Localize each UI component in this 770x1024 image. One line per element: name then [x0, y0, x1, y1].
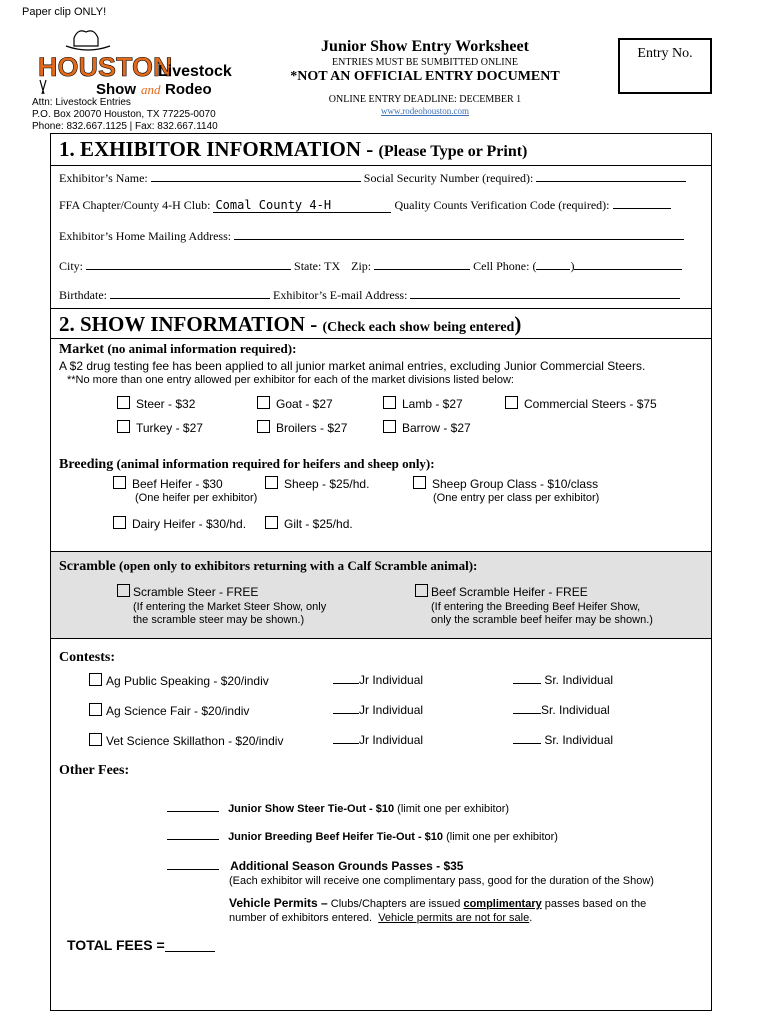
section1-title — [59, 137, 527, 162]
turkey-checkbox[interactable] — [117, 420, 130, 433]
science-fair-sr-label: Sr. Individual — [541, 703, 610, 717]
passes-field[interactable] — [167, 869, 219, 870]
logo-houston: HOUSTON — [38, 52, 173, 82]
scramble-header — [59, 558, 477, 575]
scramble-heifer-note-2: only the scramble beef heifer may be shown.) — [431, 614, 653, 626]
public-speaking-sr[interactable] — [513, 673, 613, 687]
vet-science-checkbox[interactable] — [89, 733, 102, 746]
steer-tieout-field[interactable] — [167, 811, 219, 812]
drug-fee-note: A $2 drug testing fee has been applied to all junior market animal entries, excluding Junior Commercial Steers. — [59, 359, 646, 373]
breeding-header — [59, 456, 435, 473]
club-field[interactable] — [213, 198, 391, 213]
beef-heifer-label: Beef Heifer - $30 — [132, 477, 223, 491]
science-fair-jr[interactable] — [333, 703, 423, 717]
vet-science-sr-field[interactable] — [513, 743, 541, 744]
goat-checkbox[interactable] — [257, 396, 270, 409]
zip-field[interactable] — [374, 269, 470, 270]
ssn-field[interactable] — [536, 181, 686, 182]
mailing-address — [32, 97, 218, 133]
passes-label: Additional Season Grounds Passes - $35 — [230, 859, 464, 873]
rodeo-logo — [36, 28, 236, 98]
sheep-checkbox[interactable] — [265, 476, 278, 489]
contest-vet-science[interactable] — [89, 733, 283, 748]
vehicle-permits-title: Vehicle Permits – — [229, 896, 328, 910]
science-fair-jr-label: Jr Individual — [359, 703, 424, 717]
email-label: Exhibitor’s E-mail Address: — [273, 288, 408, 302]
market-broilers[interactable] — [257, 420, 347, 435]
vehicle-text-3: number of exhibitors entered. — [229, 912, 379, 924]
paper-clip-note: Paper clip ONLY! — [22, 6, 107, 18]
broilers-label: Broilers - $27 — [276, 421, 348, 435]
market-goat[interactable] — [257, 396, 333, 411]
science-fair-sr-field[interactable] — [513, 713, 541, 714]
commercial-steers-checkbox[interactable] — [505, 396, 518, 409]
market-lamb[interactable] — [383, 396, 463, 411]
address-line-1: Attn: Livestock Entries — [32, 97, 131, 108]
sheep-group-label: Sheep Group Class - $10/class — [432, 477, 599, 491]
total-fees-label: TOTAL FEES = — [67, 937, 165, 953]
scramble-heifer-checkbox[interactable] — [415, 584, 428, 597]
zip-label: Zip: — [351, 259, 372, 273]
market-commercial-steers[interactable] — [505, 396, 657, 411]
market-barrow[interactable] — [383, 420, 471, 435]
section2-title-note: (Check each show being entered — [322, 320, 515, 335]
vet-science-label: Vet Science Skillathon - $20/indiv — [106, 734, 284, 748]
scramble-steer-note-1: (If entering the Market Steer Show, only — [133, 601, 327, 613]
scramble-steer-note — [133, 601, 326, 627]
barrow-checkbox[interactable] — [383, 420, 396, 433]
steer-tieout-row — [167, 803, 509, 815]
public-speaking-checkbox[interactable] — [89, 673, 102, 686]
heifer-tieout-label: Junior Breeding Beef Heifer Tie-Out - $10 — [228, 831, 444, 843]
club-row — [59, 198, 703, 213]
area-code-field[interactable] — [536, 269, 570, 270]
scramble-title: Scramble — [59, 559, 116, 574]
steer-label: Steer - $32 — [136, 397, 196, 411]
one-entry-note: **No more than one entry allowed per exhibitor for each of the market divisions listed below: — [67, 374, 514, 386]
vet-science-jr-label: Jr Individual — [359, 733, 424, 747]
form-frame — [50, 133, 712, 1011]
header-center — [260, 38, 590, 116]
vehicle-text-1: Clubs/Chapters are issued — [327, 898, 464, 910]
name-field[interactable] — [151, 181, 361, 182]
address-row — [59, 229, 703, 244]
turkey-label: Turkey - $27 — [136, 421, 203, 435]
passes-row — [167, 859, 463, 873]
scramble-steer-label: Scramble Steer - FREE — [133, 585, 259, 599]
vehicle-complimentary: complimentary — [463, 898, 542, 910]
science-fair-sr[interactable] — [513, 703, 610, 717]
sheep-group-checkbox[interactable] — [413, 476, 426, 489]
logo-livestock: Livestock — [158, 63, 232, 80]
market-title: Market — [59, 342, 105, 357]
section1-title-note: (Please Type or Print) — [378, 143, 528, 160]
submit-online-note: ENTRIES MUST BE SUMBITTED ONLINE — [332, 57, 518, 68]
steer-tieout-note: (limit one per exhibitor) — [394, 803, 510, 815]
dairy-heifer-checkbox[interactable] — [113, 516, 126, 529]
section2-title-text: 2. SHOW INFORMATION - — [59, 312, 323, 336]
address-line-3: Phone: 832.667.1125 | Fax: 832.667.1140 — [32, 121, 218, 132]
page-title: Junior Show Entry Worksheet — [321, 38, 529, 55]
gilt[interactable] — [265, 516, 353, 531]
club-value: Comal County 4-H — [215, 198, 332, 212]
dairy-heifer-label: Dairy Heifer - $30/hd. — [132, 517, 247, 531]
ssn-label: Social Security Number (required): — [363, 171, 534, 185]
deadline-note: ONLINE ENTRY DEADLINE: DECEMBER 1 — [328, 94, 522, 105]
cell-paren: ) — [570, 259, 575, 273]
science-fair-checkbox[interactable] — [89, 703, 102, 716]
passes-note: (Each exhibitor will receive one complimentary pass, good for the duration of the Show) — [229, 875, 654, 887]
scramble-steer[interactable] — [117, 584, 258, 599]
public-speaking-label: Ag Public Speaking - $20/indiv — [106, 674, 269, 688]
logo-show: Show — [96, 81, 136, 98]
cowboy-hat-icon — [36, 28, 236, 98]
contests-header: Contests: — [59, 650, 115, 665]
city-label: City: — [59, 259, 84, 273]
heifer-tieout-field[interactable] — [167, 839, 219, 840]
public-speaking-sr-field[interactable] — [513, 683, 541, 684]
commercial-steers-label: Commercial Steers - $75 — [524, 397, 657, 411]
section2-title — [59, 312, 521, 337]
scramble-heifer-note-1: (If entering the Breeding Beef Heifer Show, — [431, 601, 641, 613]
home-address-field[interactable] — [234, 239, 684, 240]
gilt-checkbox[interactable] — [265, 516, 278, 529]
dairy-heifer[interactable] — [113, 516, 246, 531]
section1-title-text: 1. EXHIBITOR INFORMATION - — [59, 137, 379, 161]
vet-science-jr[interactable] — [333, 733, 423, 747]
market-header — [59, 341, 296, 358]
sheep[interactable] — [265, 476, 369, 491]
breeding-note: (animal information required for heifers and sheep only): — [113, 456, 435, 471]
vet-science-jr-field[interactable] — [333, 743, 359, 744]
name-label: Exhibitor’s Name: — [59, 171, 148, 185]
beef-heifer-note: (One heifer per exhibitor) — [135, 492, 258, 504]
address-line-2: P.O. Box 20070 Houston, TX 77225-0070 — [32, 109, 216, 120]
scramble-steer-note-2: the scramble steer may be shown.) — [133, 614, 305, 626]
birth-row — [59, 288, 703, 303]
scramble-heifer-label: Beef Scramble Heifer - FREE — [431, 585, 588, 599]
birthdate-label: Birthdate: — [59, 288, 107, 302]
scramble-steer-checkbox[interactable] — [117, 584, 130, 597]
cell-label: Cell Phone: ( — [473, 259, 537, 273]
section2-title-paren: ) — [514, 312, 522, 336]
steer-tieout-label: Junior Show Steer Tie-Out - $10 — [228, 803, 395, 815]
other-fees-header: Other Fees: — [59, 763, 130, 778]
goat-label: Goat - $27 — [276, 397, 333, 411]
city-row — [59, 259, 703, 274]
science-fair-jr-field[interactable] — [333, 713, 359, 714]
lamb-label: Lamb - $27 — [402, 397, 463, 411]
barrow-label: Barrow - $27 — [402, 421, 471, 435]
vehicle-dot: . — [529, 912, 533, 924]
logo-and: and — [141, 82, 161, 97]
scramble-note: (open only to exhibitors returning with a Calf Scramble animal): — [115, 558, 478, 573]
public-speaking-jr-label: Jr Individual — [359, 673, 424, 687]
qcv-field[interactable] — [613, 208, 671, 209]
public-speaking-sr-label: Sr. Individual — [541, 673, 614, 687]
state-label: State: TX — [294, 259, 341, 273]
scramble-heifer[interactable] — [415, 584, 588, 599]
heifer-tieout-note: (limit one per exhibitor) — [443, 831, 558, 843]
public-speaking-jr[interactable] — [333, 673, 423, 687]
broilers-checkbox[interactable] — [257, 420, 270, 433]
entry-number-label: Entry No. — [637, 46, 693, 61]
market-note: (no animal information required): — [104, 341, 297, 356]
logo-rodeo: Rodeo — [165, 81, 212, 98]
vehicle-text-2: passes based on the — [541, 898, 647, 910]
lamb-checkbox[interactable] — [383, 396, 396, 409]
sheep-group[interactable] — [413, 476, 598, 491]
vet-science-sr-label: Sr. Individual — [541, 733, 614, 747]
cell-field[interactable] — [574, 269, 682, 270]
name-ssn-row — [59, 171, 703, 186]
heifer-tieout-row — [167, 831, 558, 843]
vehicle-not-for-sale: Vehicle permits are not for sale — [378, 912, 530, 924]
entry-number-box[interactable] — [618, 38, 712, 94]
qcv-label: Quality Counts Verification Code (required): — [394, 198, 610, 212]
contest-science-fair[interactable] — [89, 703, 249, 718]
public-speaking-jr-field[interactable] — [333, 683, 359, 684]
market-steer[interactable] — [117, 396, 195, 411]
scramble-heifer-note — [431, 601, 653, 627]
city-field[interactable] — [86, 269, 291, 270]
home-address-label: Exhibitor’s Home Mailing Address: — [59, 229, 232, 243]
market-turkey[interactable] — [117, 420, 203, 435]
vet-science-sr[interactable] — [513, 733, 613, 747]
science-fair-label: Ag Science Fair - $20/indiv — [106, 704, 250, 718]
club-label: FFA Chapter/County 4-H Club: — [59, 198, 211, 212]
not-official-note: *NOT AN OFFICIAL ENTRY DOCUMENT — [290, 69, 560, 84]
total-fees-row — [67, 937, 215, 953]
birthdate-field[interactable] — [110, 298, 270, 299]
website-link[interactable]: www.rodeohouston.com — [381, 106, 469, 116]
breeding-title: Breeding — [59, 457, 114, 472]
total-fees-field[interactable] — [165, 951, 215, 952]
email-field[interactable] — [410, 298, 680, 299]
steer-checkbox[interactable] — [117, 396, 130, 409]
contest-public-speaking[interactable] — [89, 673, 269, 688]
beef-heifer[interactable] — [113, 476, 223, 491]
beef-heifer-checkbox[interactable] — [113, 476, 126, 489]
scramble-section — [51, 551, 711, 639]
vehicle-permits-note — [229, 896, 646, 925]
gilt-label: Gilt - $25/hd. — [284, 517, 353, 531]
sheep-group-note: (One entry per class per exhibitor) — [433, 492, 600, 504]
sheep-label: Sheep - $25/hd. — [284, 477, 370, 491]
